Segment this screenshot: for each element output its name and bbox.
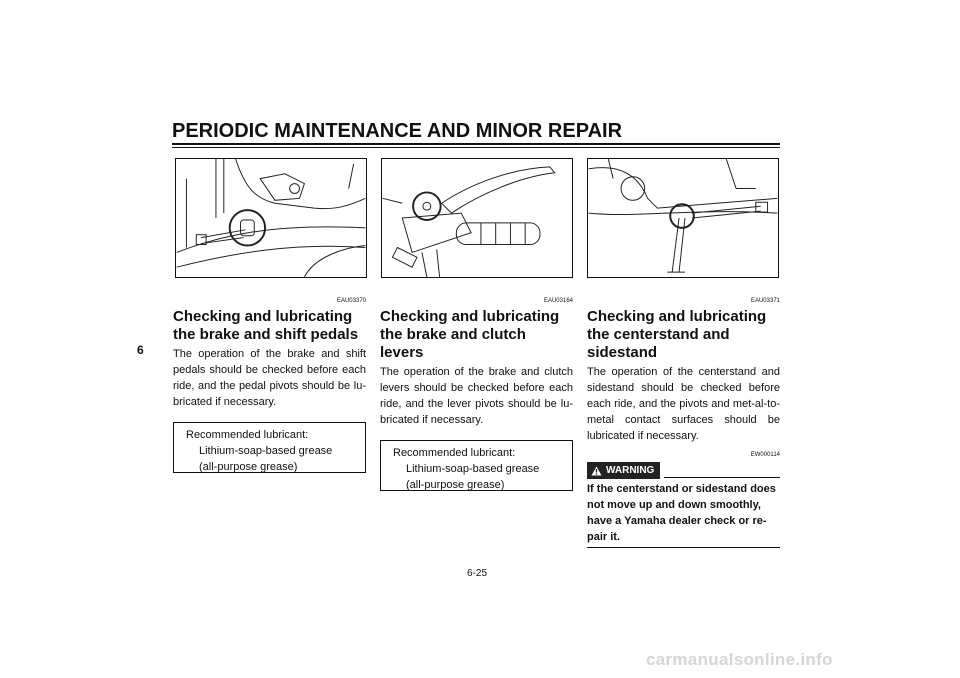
lubricant-box: [173, 422, 366, 473]
section-body: The operation of the brake and shift pedals should be checked before each ride, and the pedal pivots should be lu-bricated if necessary.: [173, 348, 366, 408]
section-title: Checking and lubricating the brake and clutch levers: [380, 308, 560, 361]
warning-code: EW000114: [750, 452, 780, 458]
page-number: 6-25: [467, 568, 488, 579]
warning-end-rule: [587, 547, 780, 548]
lubricant-box: [380, 440, 573, 491]
warning-header: [587, 462, 780, 479]
section-title: Checking and lubricating the centerstand and sidestand: [587, 308, 767, 361]
section-title: Checking and lubricating the brake and shift pedals: [173, 308, 359, 343]
warning-triangle-icon: [591, 466, 602, 476]
pedal-illustration: [175, 158, 367, 278]
watermark: carmanualsonline.info: [646, 650, 833, 669]
header-rule-thin: [172, 147, 780, 148]
section-body: The operation of the centerstand and sidestand should be checked before each ride, and the pivots and met-al-to-metal contact surfaces should be lubricated if necessary.: [587, 366, 780, 442]
lubricant-line1: Lithium-soap-based grease: [406, 463, 540, 475]
chapter-tab: 6: [137, 343, 144, 357]
section-code: EAU03371: [750, 298, 780, 304]
header-rule: [172, 143, 780, 145]
section-body: The operation of the brake and clutch levers should be checked before each ride, and the lever pivots should be lu-bricated if necessary.: [380, 366, 573, 426]
lubricant-label: Recommended lubricant:: [186, 429, 309, 441]
lubricant-line2: (all-purpose grease): [199, 461, 298, 473]
warning-rule: [664, 463, 780, 478]
column-levers: [380, 298, 573, 491]
warning-text: If the centerstand or sidestand does not move up and down smoothly, have a Yamaha dealer check or re-pair it.: [587, 483, 776, 543]
lubricant-line1: Lithium-soap-based grease: [199, 445, 333, 457]
section-code: EAU03164: [543, 298, 573, 304]
section-code: EAU03370: [336, 298, 366, 304]
page-header-title: PERIODIC MAINTENANCE AND MINOR REPAIR: [172, 120, 623, 142]
stand-illustration: [587, 158, 779, 278]
warning-label: WARNING: [606, 465, 655, 476]
lubricant-label: Recommended lubricant:: [393, 447, 516, 459]
lubricant-line2: (all-purpose grease): [406, 479, 505, 491]
lever-illustration: [381, 158, 573, 278]
column-stands: [587, 298, 780, 548]
warning-badge: [587, 462, 660, 479]
column-pedals: [173, 298, 366, 473]
